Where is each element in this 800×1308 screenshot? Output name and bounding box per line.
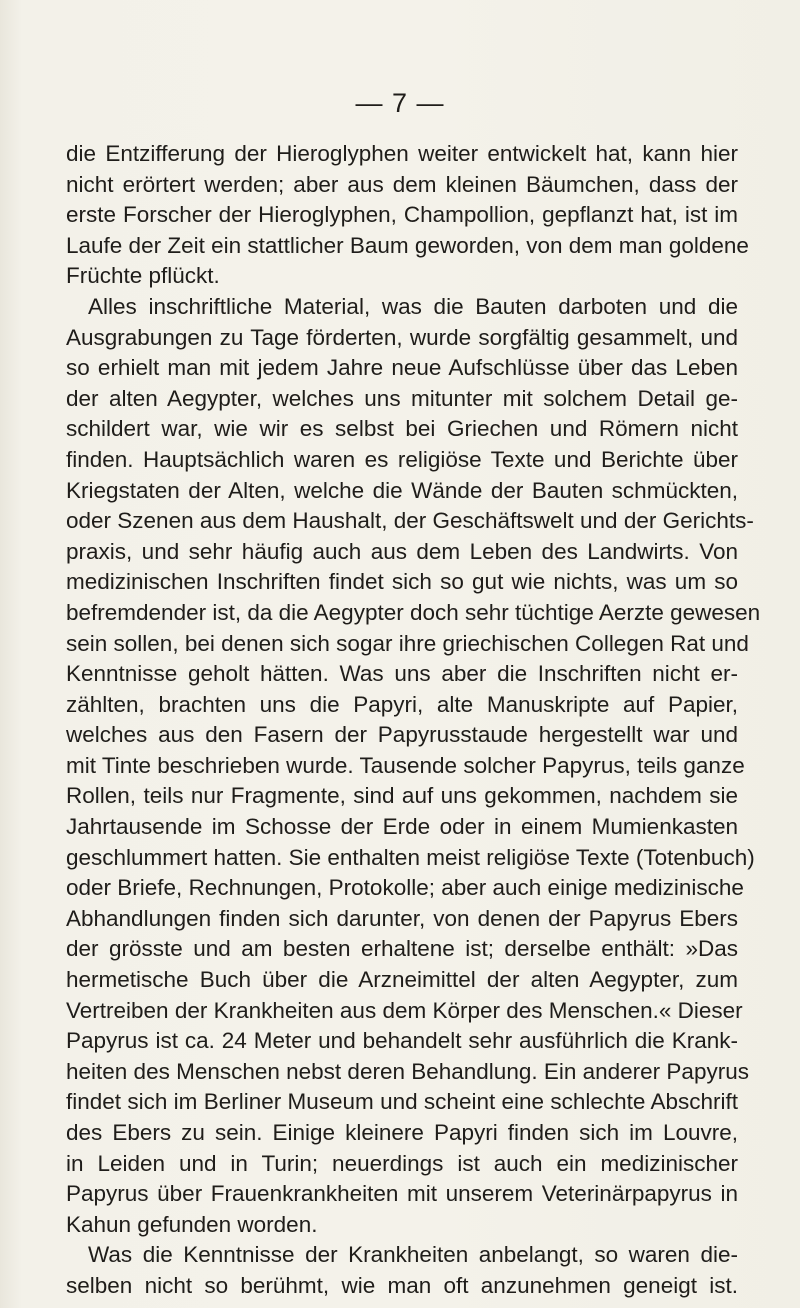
text-line: Jahrtausende im Schosse der Erde oder in einem Mumienkasten xyxy=(66,814,738,840)
text-line: der alten Aegypter, welches uns mitunter mit solchem Detail ge- xyxy=(66,385,738,411)
text-line: Was die Kenntnisse der Krankheiten anbelangt, so waren die- xyxy=(88,1242,738,1268)
text-line: praxis, und sehr häufig auch aus dem Leben des Landwirts. Von xyxy=(66,538,738,564)
text-line: befremdender ist, da die Aegypter doch sehr tüchtige Aerzte gewesen xyxy=(66,599,761,625)
text-line: oder Szenen aus dem Haushalt, der Geschäftswelt und der Gerichts- xyxy=(66,508,754,534)
text-line: Kenntnisse geholt hätten. Was uns aber die Inschriften nicht er- xyxy=(66,661,738,687)
text-line: so erhielt man mit jedem Jahre neue Aufschlüsse über das Leben xyxy=(66,355,738,381)
text-line: der grösste und am besten erhaltene ist; derselbe enthält: »Das xyxy=(66,936,738,962)
text-line: Kriegstaten der Alten, welche die Wände der Bauten schmückten, xyxy=(66,477,738,503)
page-number: — 7 — xyxy=(355,88,445,118)
text-line: des Ebers zu sein. Einige kleinere Papyri finden sich im Louvre, xyxy=(66,1120,738,1145)
text-line: Laufe der Zeit ein stattlicher Baum geworden, von dem man goldene xyxy=(66,232,749,258)
text-line: heiten des Menschen nebst deren Behandlung. Ein anderer Papyrus xyxy=(66,1058,749,1084)
text-line: welches aus den Fasern der Papyrusstaude hergestellt war und xyxy=(66,722,738,748)
text-line: sein sollen, bei denen sich sogar ihre griechischen Collegen Rat und xyxy=(66,630,749,656)
text-line: zählten, brachten uns die Papyri, alte Manuskripte auf Papier, xyxy=(66,691,738,717)
text-line: geschlummert hatten. Sie enthalten meist religiöse Texte (Totenbuch) xyxy=(66,844,755,870)
text-line: medizinischen Inschriften findet sich so gut wie nichts, was um so xyxy=(66,569,738,595)
text-line: selben nicht so berühmt, wie man oft anzunehmen geneigt ist. xyxy=(66,1272,738,1298)
text-line: Alles inschriftliche Material, was die Bauten darboten und die xyxy=(88,293,738,319)
text-line: die Entzifferung der Hieroglyphen weiter entwickelt hat, kann hier xyxy=(66,141,738,166)
paragraph-2 xyxy=(66,292,761,1240)
text-line: findet sich im Berliner Museum und scheint eine schlechte Abschrift xyxy=(66,1089,738,1115)
paragraph-3 xyxy=(66,1240,738,1301)
text-line: mit Tinte beschrieben wurde. Tausende solcher Papyrus, teils ganze xyxy=(66,752,745,778)
text-line: finden. Hauptsächlich waren es religiöse Texte und Berichte über xyxy=(66,446,738,472)
text-line: Rollen, teils nur Fragmente, sind auf uns gekommen, nachdem sie xyxy=(66,783,738,809)
text-line: schildert war, wie wir es selbst bei Griechen und Römern nicht xyxy=(66,416,738,442)
body-text xyxy=(66,139,761,1302)
text-line: Früchte pflückt. xyxy=(66,263,220,289)
text-line: hermetische Buch über die Arzneimittel der alten Aegypter, zum xyxy=(66,967,738,993)
text-line: nicht erörtert werden; aber aus dem kleinen Bäumchen, dass der xyxy=(66,171,738,197)
paragraph-1 xyxy=(66,139,749,292)
text-line: Ausgrabungen zu Tage förderten, wurde sorgfältig gesammelt, und xyxy=(66,324,738,350)
text-line: erste Forscher der Hieroglyphen, Champollion, gepflanzt hat, ist im xyxy=(66,202,738,228)
text-line: in Leiden und in Turin; neuerdings ist auch ein medizinischer xyxy=(66,1150,738,1176)
text-line: Abhandlungen finden sich darunter, von denen der Papyrus Ebers xyxy=(66,905,738,931)
text-line: oder Briefe, Rechnungen, Protokolle; aber auch einige medizinische xyxy=(66,875,744,901)
text-line: Papyrus über Frauenkrankheiten mit unserem Veterinärpapyrus in xyxy=(66,1181,738,1207)
text-line: Papyrus ist ca. 24 Meter und behandelt sehr ausführlich die Krank- xyxy=(66,1028,738,1054)
text-line: Vertreiben der Krankheiten aus dem Körper des Menschen.« Dieser xyxy=(66,997,743,1023)
text-line: Kahun gefunden worden. xyxy=(66,1211,318,1237)
